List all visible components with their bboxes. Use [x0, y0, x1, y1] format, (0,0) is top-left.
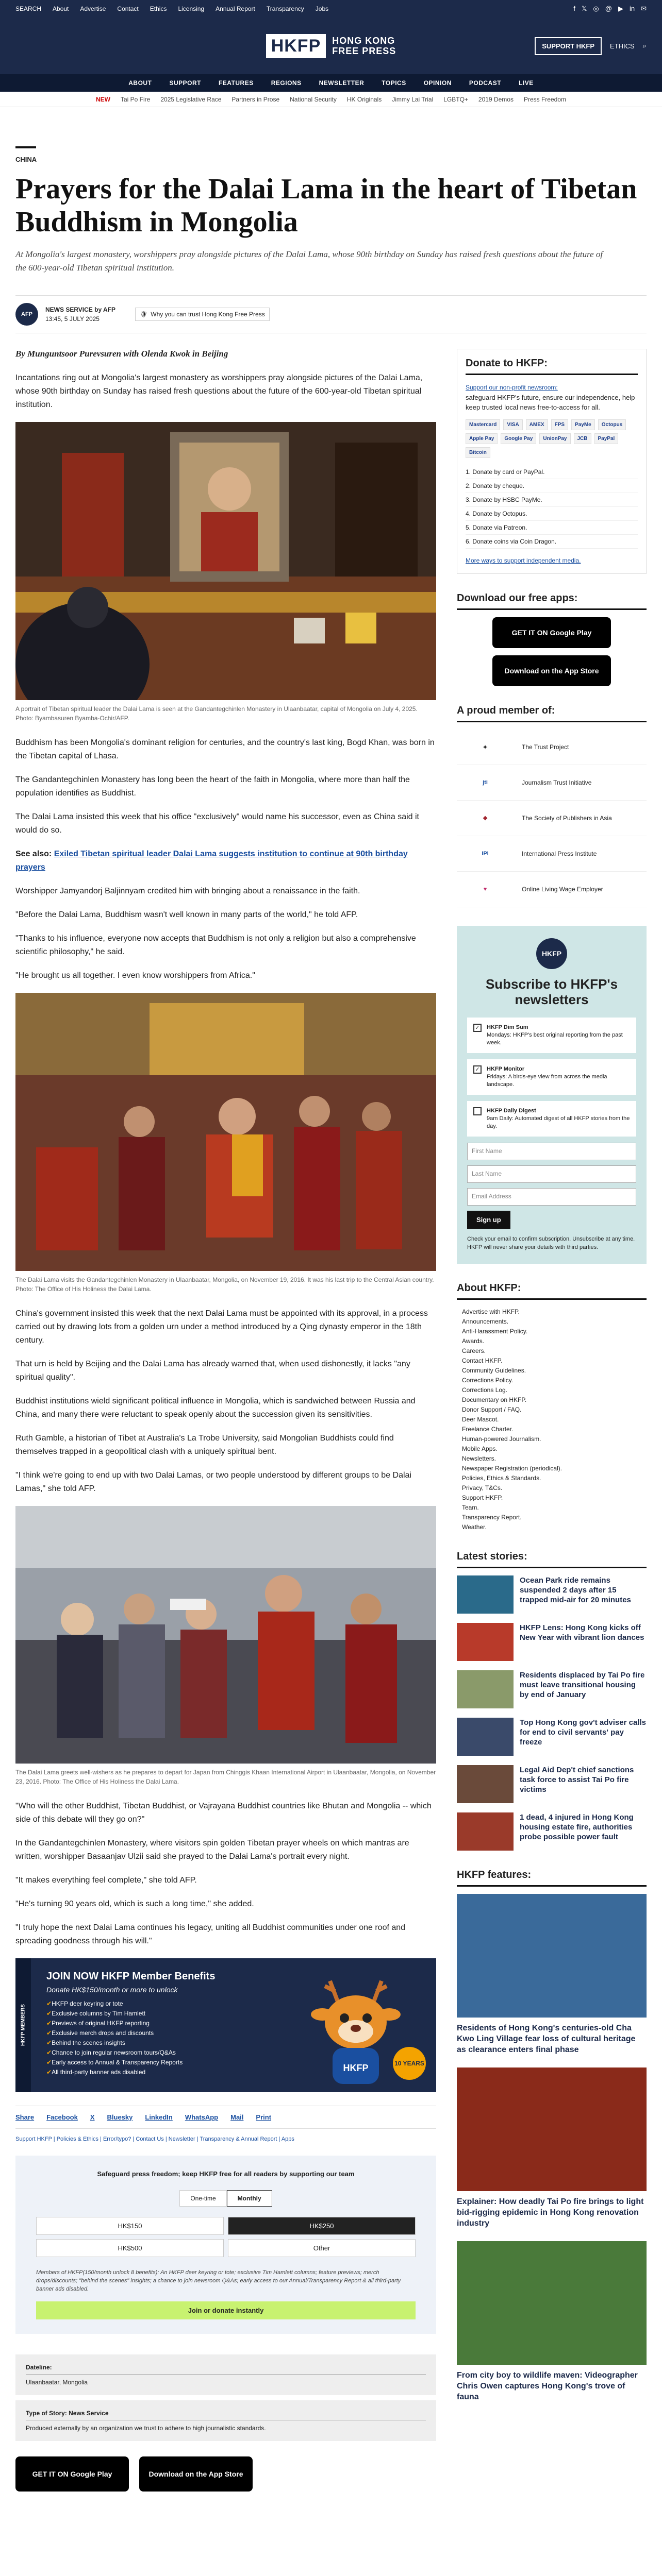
share-whatsapp[interactable]: WhatsApp [185, 2113, 219, 2121]
list-item[interactable]: 6. Donate coins via Coin Dragon. [466, 535, 638, 549]
jobs-link[interactable]: Jobs [315, 5, 329, 12]
dalai-lama-visit-image [15, 993, 436, 1271]
signup-button[interactable]: Sign up [467, 1211, 510, 1229]
story-type-value: Produced externally by an organization we trust to adhere to high journalistic standards. [26, 2425, 266, 2432]
member-org[interactable]: ♥ Online Living Wage Employer [457, 872, 647, 907]
member-org[interactable]: jti Journalism Trust Initiative [457, 765, 647, 801]
nav-podcast[interactable]: PODCAST [469, 79, 502, 87]
nav-topics[interactable]: TOPICS [382, 79, 406, 87]
feature-headline[interactable]: Explainer: How deadly Tai Po fire brings to light bid-rigging epidemic in Hong Kong renovation industry [457, 2197, 644, 2228]
email-field[interactable]: Email Address [467, 1188, 636, 1206]
paragraph: China's government insisted this week that the next Dalai Lama must be appointed with its approval, in a process carried out by drawing lots from a golden urn under a method introduced by a Qing dynasty emperor in the 18th century. [15, 1309, 428, 1345]
amount-option[interactable]: Other [228, 2239, 416, 2257]
latest-list [457, 1575, 647, 1851]
x-icon[interactable]: 𝕏 [581, 5, 587, 12]
paragraph: "I truly hope the next Dalai Lama continues his legacy, uniting all Buddhist communities under one roof and spreading goodness through his will." [15, 1923, 406, 1945]
paragraph: "Who will the other Buddhist, Tibetan Buddhist, or Vajrayana Buddhist countries like Bhutan and Mongolia -- which side of this debate will they go on?" [15, 1802, 432, 1824]
list-item[interactable] [457, 1623, 647, 1661]
about-link[interactable]: Anti-Harassment Policy. [462, 1328, 528, 1335]
paragraph: Buddhist institutions wield significant political influence in Mongolia, which is sandwiched between Russia and China, and many there were reluctant to speak openly about the succession given its sensitivities. [15, 1397, 416, 1419]
story-headline[interactable]: Residents displaced by Tai Po fire must leave transitional housing by end of January [520, 1671, 645, 1699]
newsletter-logo: HKFP [536, 938, 567, 969]
top-bar [0, 0, 662, 18]
amex-icon: AMEX [526, 419, 548, 430]
member-org[interactable]: ✦ The Trust Project [457, 730, 647, 765]
story-headline[interactable]: Top Hong Kong gov't adviser calls for end to civil servants' pay freeze [520, 1718, 646, 1747]
octopus-icon: Octopus [598, 419, 626, 430]
living-wage-icon: ♥ [483, 886, 487, 892]
about-link[interactable]: Donor Support / FAQ. [462, 1406, 522, 1413]
fps-icon: FPS [551, 419, 568, 430]
linkedin-icon[interactable]: in [629, 5, 635, 12]
share-facebook[interactable]: Facebook [46, 2113, 78, 2121]
bitcoin-icon: Bitcoin [466, 447, 490, 458]
dateline-label: Dateline: [26, 2363, 426, 2375]
banner-vertical-label: HKFP MEMBERS [15, 1958, 31, 2092]
banner-subtitle: Donate HK$150/month or more to unlock [46, 1986, 178, 1994]
ticker-item[interactable]: Partners in Prose [231, 95, 280, 103]
story-thumbnail[interactable] [457, 1718, 514, 1756]
about-list [457, 1307, 647, 1532]
main-nav [0, 74, 662, 92]
about-link[interactable]: Transparency Report. [462, 1514, 522, 1521]
story-thumbnail[interactable] [457, 1575, 514, 1614]
share-x[interactable]: X [90, 2113, 95, 2121]
article-title: Prayers for the Dalai Lama in the heart of Tibetan Buddhism in Mongolia [15, 173, 637, 238]
threads-icon[interactable]: @ [605, 5, 612, 12]
paypal-icon: PayPal [594, 433, 619, 444]
amount-option[interactable]: HK$500 [36, 2239, 224, 2257]
google-pay-icon: Google Pay [501, 433, 536, 444]
apple-pay-icon: Apple Pay [466, 433, 498, 444]
donate-options [466, 465, 638, 549]
ethics-header-link[interactable]: ETHICS [610, 42, 635, 50]
topic-ticker [0, 92, 662, 107]
footer-links[interactable]: Support HKFP | Policies & Ethics | Error/typo? | Contact Us | Newsletter | Transparency & Annual Report | Apps [15, 2136, 294, 2142]
paragraph: "Before the Dalai Lama, Buddhism wasn't well known in many parts of the world," he told AFP. [15, 910, 358, 919]
widget-title: A proud member of: [457, 705, 647, 722]
article-category[interactable]: CHINA [15, 146, 36, 163]
google-play-badge[interactable]: GET IT ON Google Play [492, 617, 611, 648]
donate-widget [457, 349, 647, 574]
content-columns [15, 349, 647, 2502]
widget-title: Latest stories: [457, 1551, 647, 1568]
feature-image[interactable] [457, 2241, 647, 2365]
about-link[interactable]: Careers. [462, 1347, 486, 1354]
checkbox-checked[interactable]: ✓ [473, 1024, 482, 1032]
about-widget [457, 1282, 647, 1532]
features-list [457, 1894, 647, 2402]
jti-icon: jti [483, 779, 488, 786]
anniversary-badge: 10 YEARS [393, 2047, 426, 2080]
member-org[interactable]: ❖ The Society of Publishers in Asia [457, 801, 647, 836]
frequency-toggle [36, 2190, 416, 2207]
page-content [15, 146, 647, 2502]
newsletter-title: Subscribe to HKFP's newsletters [485, 976, 618, 1007]
ipi-icon: IPI [482, 851, 489, 857]
site-logo[interactable] [266, 34, 396, 58]
story-headline[interactable]: HKFP Lens: Hong Kong kicks off New Year with vibrant lion dances [520, 1623, 644, 1642]
feature-image[interactable] [457, 1894, 647, 2018]
feature-image[interactable] [457, 2067, 647, 2191]
feature-headline[interactable]: From city boy to wildlife maven: Videographer Chris Owen captures Hong Kong's trove of fauna [457, 2371, 638, 2401]
list-item[interactable] [457, 1718, 647, 1756]
ticker-item[interactable]: National Security [290, 95, 337, 103]
contact-link[interactable]: Contact [117, 5, 139, 12]
newsletter-option[interactable]: ✓ HKFP Dim Sum Mondays: HKFP's best original reporting from the past week. [467, 1018, 636, 1053]
ticker-item[interactable]: Jimmy Lai Trial [392, 95, 434, 103]
member-org[interactable]: IPI International Press Institute [457, 836, 647, 872]
trust-project-icon: ✦ [483, 744, 488, 751]
list-item[interactable] [457, 1765, 647, 1803]
about-link[interactable]: Privacy, T&Cs. [462, 1484, 503, 1492]
ticker-item[interactable]: Press Freedom [523, 95, 566, 103]
about-link[interactable]: Team. [462, 1504, 479, 1511]
share-print[interactable]: Print [256, 2113, 272, 2121]
app-store-badge[interactable]: Download on the App Store [492, 655, 611, 686]
transparency-link[interactable]: Transparency [266, 5, 304, 12]
share-bluesky[interactable]: Bluesky [107, 2113, 133, 2121]
monastery-portrait-image [15, 422, 436, 700]
about-link[interactable]: Corrections Policy. [462, 1377, 514, 1384]
app-store-badge[interactable]: Download on the App Store [139, 2456, 253, 2492]
paragraph: "He's turning 90 years old, which is such a long time," she added. [15, 1900, 254, 1908]
paragraph: Ruth Gamble, a historian of Tibet at Australia's La Trobe University, said Mongolian Buddhists could find themselves trapped in a geopolitical clash with a uniquely spiritual bent. [15, 1434, 394, 1456]
newsletter-widget [457, 926, 647, 1264]
photo-caption: The Dalai Lama greets well-wishers as he prepares to depart for Japan from Chinggis Khaan International Airport in Ulaanbaatar, Mongolia, on November 23, 2016. Photo: The Office of His Holiness the Dalai Lama. [15, 1769, 436, 1785]
list-item: ✔ Behind the scenes insights [46, 2038, 284, 2048]
about-link[interactable]: Newspaper Registration (periodical). [462, 1465, 562, 1472]
about-link[interactable]: Documentary on HKFP. [462, 1396, 527, 1403]
nav-regions[interactable]: REGIONS [271, 79, 302, 87]
list-item[interactable]: 4. Donate by Octopus. [466, 507, 638, 521]
about-link[interactable]: Freelance Charter. [462, 1426, 514, 1433]
freq-one-time[interactable]: One-time [179, 2190, 226, 2207]
paragraph: That urn is held by Beijing and the Dalai Lama has already warned that, when used dishonestly, it lacks "any spiritual quality". [15, 1360, 410, 1382]
checkbox-checked[interactable]: ✓ [473, 1065, 482, 1074]
about-link[interactable]: Support HKFP. [462, 1494, 503, 1501]
nav-features[interactable]: FEATURES [218, 79, 254, 87]
article-photo-1[interactable] [15, 422, 436, 700]
article-photo-3[interactable] [15, 1506, 436, 1764]
donate-description: safeguard HKFP's future, ensure our independence, help keep trusted local news free-to-access for all. [466, 394, 635, 411]
list-item: ✔ Exclusive merch drops and discounts [46, 2028, 284, 2038]
newsletter-option[interactable]: ✓ HKFP Monitor Fridays: A birds-eye view from across the media landscape. [467, 1059, 636, 1095]
article-authors: By Munguntsoor Purevsuren with Olenda Kwok in Beijing [15, 349, 228, 359]
banner-title: JOIN NOW HKFP Member Benefits [46, 1971, 216, 1982]
photo-caption: A portrait of Tibetan spiritual leader the Dalai Lama is seen at the Gandantegchinlen Monastery in Ulaanbaatar, capital of Mongolia on July 4, 2025. Photo: Byambasuren Byamba-Ochir/AFP. [15, 705, 418, 722]
ticker-item[interactable]: LGBTQ+ [443, 95, 468, 103]
newsletter-option[interactable]: HKFP Daily Digest 9am Daily: Automated digest of all HKFP stories from the day. [467, 1101, 636, 1137]
newsletter-note: Check your email to confirm subscription. Unsubscribe at any time. HKFP will never share your details with third parties. [467, 1236, 635, 1250]
member-benefits-banner[interactable] [15, 1958, 436, 2092]
about-link[interactable]: Corrections Log. [462, 1386, 508, 1394]
apps-widget [457, 592, 647, 686]
sopa-icon: ❖ [483, 815, 488, 822]
nav-newsletter[interactable]: NEWSLETTER [319, 79, 365, 87]
list-item[interactable] [457, 1812, 647, 1851]
features-widget [457, 1869, 647, 2402]
advertise-link[interactable]: Advertise [80, 5, 106, 12]
story-thumbnail[interactable] [457, 1812, 514, 1851]
about-link[interactable]: Human-powered Journalism. [462, 1435, 541, 1443]
jcb-icon: JCB [574, 433, 591, 444]
header-actions [535, 37, 647, 55]
paragraph: Worshipper Jamyandorj Baljinnyam credited him with bringing about a renaissance in the faith. [15, 887, 360, 895]
shield-icon: 🛡 [140, 311, 148, 318]
about-link[interactable]: Deer Mascot. [462, 1416, 499, 1423]
widget-title: Download our free apps: [457, 592, 647, 610]
member-widget [457, 705, 647, 907]
ticker-item[interactable]: HK Originals [346, 95, 382, 103]
freq-monthly[interactable]: Monthly [227, 2190, 272, 2207]
list-item[interactable]: 5. Donate via Patreon. [466, 521, 638, 535]
widget-title: Donate to HKFP: [466, 358, 638, 375]
ticker-item[interactable]: 2019 Demos [478, 95, 514, 103]
see-also: See also: Exiled Tibetan spiritual leader Dalai Lama suggests institution to continue at 90th birthday prayers [15, 850, 408, 872]
site-header [0, 18, 662, 74]
list-item: ✔ Previews of original HKFP reporting [46, 2019, 284, 2028]
nav-opinion[interactable]: OPINION [423, 79, 452, 87]
join-donate-button[interactable]: Join or donate instantly [36, 2301, 416, 2319]
paragraph: Buddhism has been Mongolia's dominant religion for centuries, and the country's last king, Bogd Khan, was born in the Tibetan capital of Lhasa. [15, 738, 435, 760]
about-link[interactable]: Weather. [462, 1523, 487, 1531]
byline-meta [45, 305, 115, 324]
list-item: ✔ Exclusive columns by Tim Hamlett [46, 2009, 284, 2019]
paragraph: "I think we're going to end up with two Dalai Lamas, or two people understood by different groups to be Dalai Lamas," she told AFP. [15, 1471, 412, 1493]
facebook-icon[interactable]: f [573, 5, 575, 12]
list-item[interactable]: 1. Donate by card or PayPal. [466, 465, 638, 479]
share-link[interactable]: Share [15, 2113, 35, 2121]
share-mail[interactable]: Mail [230, 2113, 244, 2121]
story-thumbnail[interactable] [457, 1670, 514, 1708]
story-headline[interactable]: 1 dead, 4 injured in Hong Kong housing estate fire, authorities probe possible power fault [520, 1813, 634, 1841]
ticker-item[interactable]: Tai Po Fire [120, 95, 151, 103]
about-link[interactable]: Announcements. [462, 1318, 509, 1325]
about-link[interactable]: Newsletters. [462, 1455, 496, 1462]
social-icons [573, 5, 647, 13]
list-item: ✔ HKFP deer keyring or tote [46, 1999, 284, 2009]
donate-box-title: Safeguard press freedom; keep HKFP free for all readers by supporting our team [97, 2170, 355, 2178]
mastercard-icon: Mastercard [466, 419, 500, 430]
google-play-badge[interactable]: GET IT ON Google Play [15, 2456, 129, 2492]
banner-text [31, 1958, 299, 2092]
about-link[interactable]: Mobile Apps. [462, 1445, 498, 1452]
member-fine-print: Members of HKFP(150/month unlock 8 benefits): An HKFP deer keyring or tote; exclusive Tim Hamlett columns; feature previews; merch drops/discounts; "behind the scenes" insights; a chance to join newsroom Q&As; early access to our Annual/Transparency Report & all third-party banner ads disabled. [36, 2269, 401, 2292]
paragraph: The Dalai Lama insisted this week that his office "exclusively" would name his successor, even as China said it would do so. [15, 812, 419, 835]
story-headline[interactable]: Legal Aid Dep't chief sanctions task force to assist Tai Po fire victims [520, 1766, 634, 1794]
svg-text:HKFP: HKFP [343, 2063, 369, 2073]
airport-farewell-image [15, 1506, 436, 1764]
dateline-box [15, 2354, 436, 2395]
licensing-link[interactable]: Licensing [178, 5, 205, 12]
about-link[interactable]: Awards. [462, 1337, 485, 1345]
search-link[interactable]: SEARCH [15, 5, 42, 12]
instagram-icon[interactable]: ◎ [593, 5, 599, 12]
mail-icon[interactable]: ✉ [641, 5, 647, 12]
youtube-icon[interactable]: ▶ [618, 5, 623, 12]
ticker-item[interactable]: 2025 Legislative Race [160, 95, 222, 103]
unionpay-icon: UnionPay [539, 433, 570, 444]
footer-app-badges [15, 2456, 436, 2492]
list-item: ✔ All third-party banner ads disabled [46, 2067, 284, 2077]
latest-widget [457, 1551, 647, 1851]
paragraph: "Thanks to his influence, everyone now accepts that Buddhism is not only a religion but also a comprehensive scientific philosophy," he said. [15, 934, 416, 956]
about-link[interactable]: About [53, 5, 69, 12]
support-button[interactable]: SUPPORT HKFP [535, 37, 602, 55]
logo-text: HONG KONG FREE PRESS [332, 36, 396, 56]
paragraph: In the Gandantegchinlen Monastery, where visitors spin golden Tibetan prayer wheels on which mantras are written, worshipper Basaanjav Ulzii said she prayed to the Dalai Lama's portrait every night. [15, 1839, 409, 1861]
byline [15, 295, 647, 333]
visa-icon: VISA [503, 419, 522, 430]
nav-support[interactable]: SUPPORT [169, 79, 201, 87]
amount-option[interactable]: HK$150 [36, 2217, 224, 2235]
list-item[interactable]: 2. Donate by cheque. [466, 479, 638, 493]
amount-grid [36, 2217, 416, 2257]
article-lede: At Mongolia's largest monastery, worshippers pray alongside pictures of the Dalai Lama, whose 90th birthday on Sunday has raised fresh questions about the future of the 600-year-old Tibetan spiritual institution. [15, 249, 603, 273]
list-item: ✔ Chance to join regular newsroom tours/Q&As [46, 2048, 284, 2058]
author-name[interactable]: NEWS SERVICE by AFP [45, 306, 116, 313]
first-name-field[interactable]: First Name [467, 1143, 636, 1160]
photo-caption: The Dalai Lama visits the Gandantegchinlen Monastery in Ulaanbaatar, Mongolia, on November 19, 2016. It was his last trip to the Central Asian country. Photo: The Office of His Holiness the Dalai Lama. [15, 1276, 434, 1293]
paragraph: "It makes everything feel complete," she told AFP. [15, 1876, 197, 1885]
widget-title: About HKFP: [457, 1282, 647, 1300]
paragraph: The Gandantegchinlen Monastery has long been the heart of the faith in Mongolia, where more than half the population identifies as Buddhist. [15, 775, 410, 798]
author-avatar: AFP [15, 303, 38, 326]
more-ways-link[interactable]: More ways to support independent media. [466, 557, 581, 564]
payment-methods [466, 419, 638, 458]
article-photo-2[interactable] [15, 993, 436, 1271]
share-linkedin[interactable]: LinkedIn [145, 2113, 173, 2121]
donate-box [15, 2156, 436, 2334]
about-link[interactable]: Policies, Ethics & Standards. [462, 1475, 541, 1482]
nonprofit-link[interactable]: Support our non-profit newsroom: [466, 384, 558, 391]
nav-about[interactable]: ABOUT [128, 79, 152, 87]
list-item[interactable] [457, 1670, 647, 1708]
benefit-list [46, 1999, 284, 2077]
dateline-value: Ulaanbaatar, Mongolia [26, 2379, 88, 2386]
story-type-label: Type of Story: News Service [26, 2409, 426, 2420]
publish-date: 13:45, 5 JULY 2025 [45, 315, 100, 323]
about-link[interactable]: Contact HKFP. [462, 1357, 503, 1364]
ticker-label: NEW [95, 95, 110, 103]
trust-label: Why you can trust Hong Kong Free Press [151, 311, 265, 318]
annual-report-link[interactable]: Annual Report [216, 5, 255, 12]
list-item[interactable] [457, 1575, 647, 1614]
story-thumbnail[interactable] [457, 1765, 514, 1803]
story-type-box [15, 2400, 436, 2441]
list-item[interactable]: 3. Donate by HSBC PayMe. [466, 493, 638, 507]
widget-title: HKFP features: [457, 1869, 647, 1887]
see-also-link[interactable]: Exiled Tibetan spiritual leader Dalai Lama suggests institution to continue at 90th birthday prayers [15, 850, 408, 872]
share-bar [15, 2106, 436, 2129]
sidebar [457, 349, 647, 2502]
nav-live[interactable]: LIVE [519, 79, 534, 87]
paragraph: Incantations ring out at Mongolia's largest monastery as worshippers pray alongside pictures of the Dalai Lama, whose 90th birthday on Sunday has raised fresh questions about the future of the 600-year-old Tibetan spiritual institution. [15, 374, 423, 409]
paragraph: "He brought us all together. I even know worshippers from Africa." [15, 971, 255, 980]
feature-headline[interactable]: Residents of Hong Kong's centuries-old Cha Kwo Ling Village fear loss of cultural heritage as clearance enters final phase [457, 2024, 636, 2054]
story-headline[interactable]: Ocean Park ride remains suspended 2 days after 15 trapped mid-air for 20 minutes [520, 1576, 631, 1604]
story-thumbnail[interactable] [457, 1623, 514, 1661]
about-link[interactable]: Community Guidelines. [462, 1367, 526, 1374]
list-item: ✔ Early access to Annual & Transparency Reports [46, 2058, 284, 2067]
ethics-link[interactable]: Ethics [150, 5, 167, 12]
logo-box: HKFP [266, 34, 326, 58]
payme-icon: PayMe [571, 419, 595, 430]
last-name-field[interactable]: Last Name [467, 1165, 636, 1183]
header-search-icon[interactable]: ⌕ [642, 42, 647, 49]
article-body [15, 349, 436, 2502]
about-link[interactable]: Advertise with HKFP. [462, 1308, 520, 1315]
checkbox[interactable] [473, 1107, 482, 1115]
trust-button[interactable] [135, 308, 270, 321]
amount-option[interactable]: HK$250 [228, 2217, 416, 2235]
